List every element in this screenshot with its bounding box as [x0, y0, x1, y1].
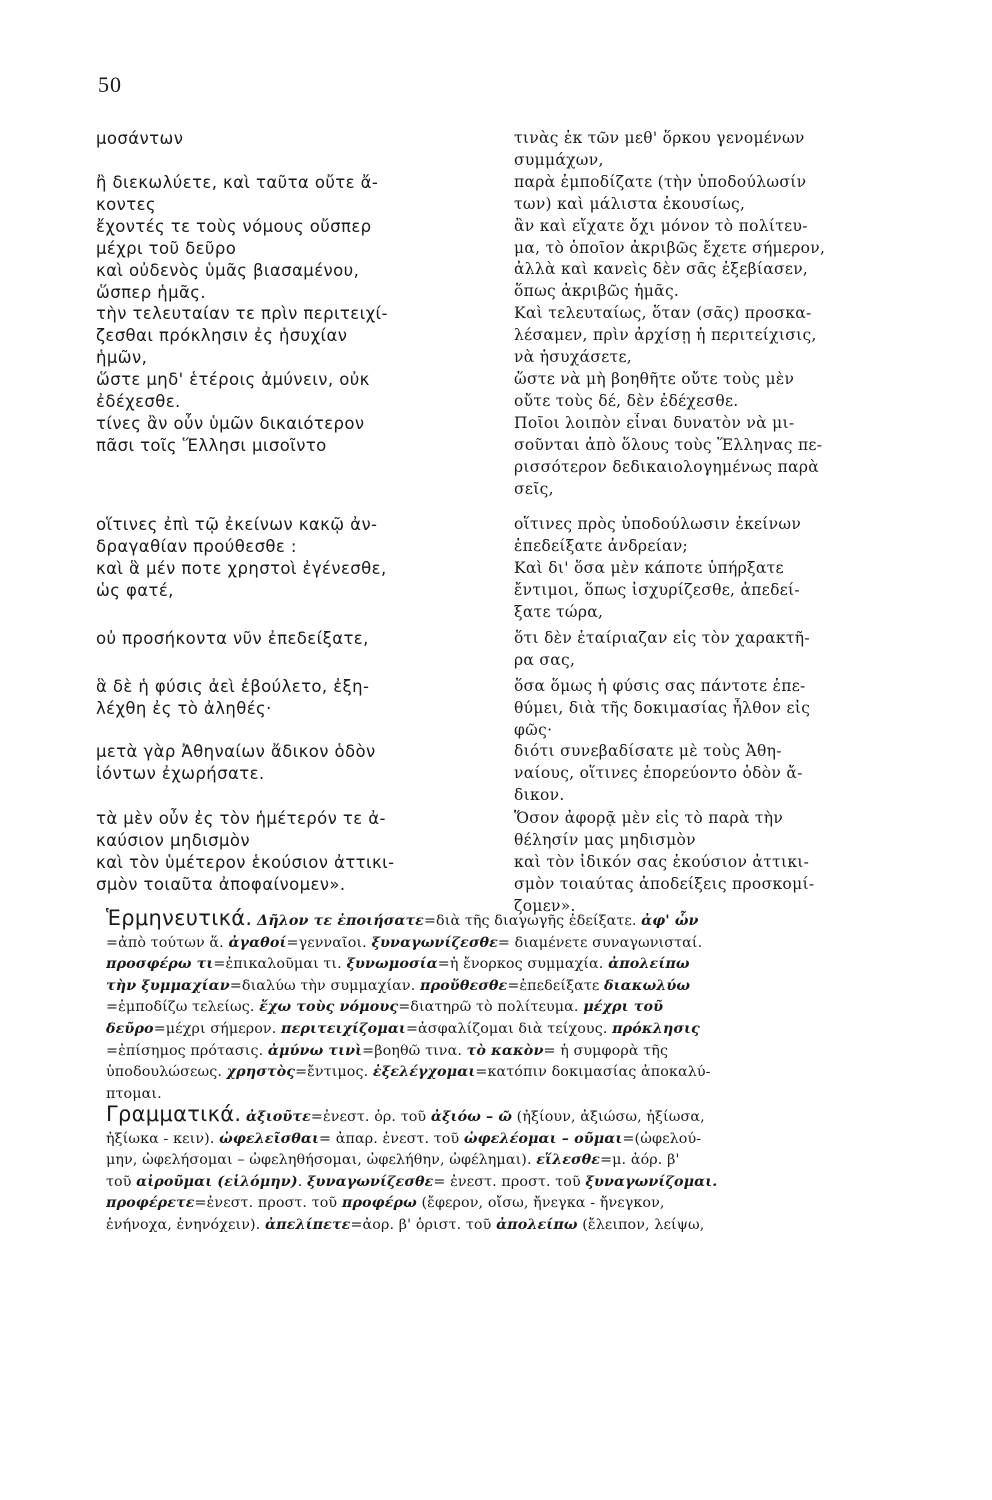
gloss-text: ἠξίωκα - κειν). — [106, 1130, 220, 1147]
text-line: παρὰ ἐμποδίζατε (τὴν ὑποδούλωσίν — [514, 172, 807, 191]
page-number: 50 — [98, 72, 122, 97]
text-line: ἂν καὶ εἴχατε ὄχι μόνον τὸ πολίτευ- — [514, 216, 808, 235]
glossary-term: ἀφ' ὧν — [641, 913, 699, 929]
glossary-term: ἀμύνω τινὶ — [267, 1042, 363, 1059]
text-block — [96, 741, 498, 785]
glossary-term: ἐξελέγχομαι — [372, 1064, 476, 1081]
text-line: καύσιον μηδισμὸν — [96, 830, 251, 850]
gloss-text: τοῦ — [106, 1173, 137, 1190]
text-block — [514, 128, 920, 500]
text-line: θύμει, διὰ τῆς δοκιμασίας ἦλθον εἰς — [514, 698, 811, 717]
gloss-text: =ἐπικαλοῦμαι τι. — [213, 956, 347, 973]
text-line: καὶ ἃ μέν ποτε χρηστοὶ ἐγένεσθε, — [96, 558, 387, 578]
text-line: ἰόντων ἐχωρήσατε. — [96, 763, 265, 783]
note-line — [106, 997, 926, 1019]
text-line: τὴν τελευταίαν τε πρὶν περιτειχί- — [96, 304, 388, 324]
text-line: ἡμῶν, — [96, 348, 148, 368]
gloss-text: (ἔφερον, οἴσω, ἤνεγκα - ἤνεγκον, — [416, 1195, 665, 1212]
gloss-text: =ἐνεστ. ὁρ. τοῦ — [310, 1109, 431, 1125]
text-line: τὰ μὲν οὖν ἐς τὸν ἡμέτερόν τε ἀ- — [96, 809, 386, 828]
note-line — [106, 1150, 926, 1172]
text-line: κοντες — [96, 194, 156, 214]
gloss-text: =ἡ ἔνορκος συμμαχία. — [437, 956, 609, 973]
text-line: ζεσθαι πρόκλησιν ἐς ἡσυχίαν — [96, 326, 348, 346]
gloss-text: ἐνήνοχα, ἐνηνόχειν). — [106, 1216, 265, 1233]
gloss-text: ὑποδουλώσεως. — [106, 1064, 227, 1081]
text-line: οὐ προσήκοντα νῦν ἐπεδείξατε, — [96, 629, 369, 648]
text-line: νὰ ἡσυχάσετε, — [514, 348, 633, 367]
text-line: καὶ τὸν ἰδικόν σας ἑκούσιον ἀττικι- — [514, 852, 810, 871]
text-line: λέσαμεν, πρὶν ἀρχίσῃ ἡ περιτείχισις, — [514, 326, 817, 345]
text-line: σοῦνται ἀπὸ ὅλους τοὺς Ἕλληνας πε- — [514, 435, 823, 454]
glossary-term: διακωλύω — [604, 977, 691, 994]
text-block — [96, 514, 498, 602]
gloss-text: = ἐνεστ. προστ. τοῦ — [433, 1173, 586, 1190]
text-line: σμὸν τοιαύτας ἀποδείξεις προσκομί- — [514, 874, 815, 893]
glossary-term: χρηστὸς — [226, 1064, 296, 1081]
note-line — [106, 908, 926, 933]
gloss-text: =ἀσφαλίζομαι διὰ τείχους. — [405, 1020, 613, 1037]
note-line — [106, 1104, 926, 1129]
text-line: ἔχοντές τε τοὺς νόμους οὔσπερ — [96, 216, 372, 236]
glossary-term: προσφέρω τι — [106, 956, 214, 973]
note-line — [106, 1062, 926, 1084]
gloss-text: =ἐνεστ. προστ. τοῦ — [194, 1195, 342, 1212]
glossary-term: ἀγαθοί — [228, 934, 287, 951]
text-line: καὶ τὸν ὑμέτερον ἑκούσιον ἀττικι- — [96, 852, 395, 872]
glossary-term: προφέρετε — [106, 1195, 195, 1212]
glossary-term: δεῦρο — [106, 1020, 154, 1037]
glossary-term: ὠφελέομαι – οῦμαι — [463, 1130, 623, 1147]
gloss-text: =διὰ τῆς διαγωγῆς ἐδείξατε. — [423, 913, 642, 929]
glossary-term: ἀπολείπω — [496, 1216, 578, 1233]
text-line: οἵτινες πρὸς ὑποδούλωσιν ἐκείνων — [514, 515, 802, 533]
glossary-term: ἀξιόω – ῶ — [430, 1109, 513, 1125]
text-line: μετὰ γὰρ Ἀθηναίων ἄδικον ὁδὸν — [96, 742, 376, 761]
glossary-term: μέχρι τοῦ — [583, 999, 664, 1016]
gloss-text: =διαλύω τὴν συμμαχίαν. — [229, 977, 420, 994]
text-block — [514, 628, 920, 672]
text-line: Ὅσον ἀφορᾷ μὲν εἰς τὸ παρὰ τὴν — [514, 809, 784, 827]
note-line — [106, 1019, 926, 1041]
text-line: μα, τὸ ὁποῖον ἀκριβῶς ἔχετε σήμερον, — [514, 238, 826, 257]
text-block — [96, 128, 498, 150]
glossary-term: ξυναγωνίζομαι. — [585, 1173, 718, 1190]
glossary-term: εἵλεσθε — [536, 1152, 601, 1169]
glossary-term: προὔθεσθε — [420, 977, 508, 994]
text-line: ναίους, οἵτινες ἐπορεύοντο ὁδὸν ἄ- — [514, 763, 803, 782]
text-line: ἐπεδείξατε ἀνδρείαν; — [514, 536, 689, 555]
note-line — [106, 1193, 926, 1215]
gloss-text: = ἀπαρ. ἐνεστ. τοῦ — [319, 1130, 464, 1147]
glossary-term: ἀξιοῦτε — [246, 1109, 311, 1125]
text-line: Ποῖοι λοιπὸν εἶναι δυνατὸν νὰ μι- — [514, 413, 795, 432]
gloss-text: =γενναῖοι. — [286, 934, 372, 951]
text-line: λέχθη ἐς τὸ ἀληθές· — [96, 698, 272, 718]
text-line: διότι συνεβαδίσατε μὲ τοὺς Ἀθη- — [514, 742, 782, 760]
text-block — [514, 808, 920, 918]
text-block — [96, 628, 498, 650]
text-block — [96, 808, 498, 896]
text-line: πᾶσι τοῖς Ἕλλησι μισοῖντο — [96, 435, 327, 455]
text-line: ζομεν». — [514, 896, 576, 915]
gloss-text: (ἔλειπον, λείψω, — [577, 1216, 705, 1233]
glossary-term: περιτειχίζομαι — [281, 1020, 406, 1037]
glossary-term: ξυνωμοσία — [346, 956, 438, 973]
text-line: τινὰς ἐκ τῶν μεθ' ὅρκου γενομένων — [514, 129, 805, 147]
glossary-term: ἔχω τοὺς νόμους — [259, 999, 399, 1016]
gloss-text: =μ. ἀόρ. β' — [600, 1152, 680, 1169]
gloss-text: =ἀπὸ τούτων ἅ. — [106, 934, 229, 951]
grammatika-heading: Γραμματικά. — [106, 1104, 242, 1126]
glossary-term: τὸ κακὸν — [466, 1042, 544, 1059]
text-line: μέχρι τοῦ δεῦρο — [96, 238, 237, 258]
text-line: οἵτινες ἐπὶ τῷ ἐκείνων κακῷ ἀν- — [96, 515, 378, 534]
note-line — [106, 1084, 926, 1106]
gloss-text: =ἔντιμος. — [295, 1064, 373, 1081]
grammatika-notes — [106, 1104, 926, 1237]
text-line: ὅσα ὅμως ἡ φύσις σας πάντοτε ἐπε- — [514, 677, 806, 695]
text-line: φῶς· — [514, 720, 553, 739]
note-line — [106, 1215, 926, 1237]
gloss-text: =ἐπίσημος πρότασις. — [106, 1042, 268, 1059]
text-line: ὅπως ἀκριβῶς ἡμᾶς. — [514, 282, 680, 301]
gloss-text: . — [297, 1173, 307, 1190]
text-line: Καὶ δι' ὅσα μὲν κάποτε ὑπήρξατε — [514, 558, 784, 577]
gloss-text: =κατόπιν δοκιμασίας ἀποκαλύ- — [475, 1064, 711, 1081]
text-block — [514, 741, 920, 807]
gloss-text: =διατηρῶ τὸ πολίτευμα. — [398, 999, 584, 1016]
text-line: ἃ δὲ ἡ φύσις ἀεὶ ἐβούλετο, ἐξη- — [96, 677, 370, 696]
text-line: ὥστε μηδ' ἑτέροις ἀμύνειν, οὐκ — [96, 370, 370, 390]
gloss-text: πτομαι. — [106, 1085, 162, 1102]
gloss-text: =ἐπεδείξατε — [507, 977, 604, 994]
glossary-term: Δῆλον τε ἐποιήσατε — [257, 913, 424, 929]
text-line: συμμάχων, — [514, 150, 604, 169]
text-block — [514, 676, 920, 742]
text-line: ἐδέχεσθε. — [96, 392, 181, 412]
text-line: σεῖς, — [514, 479, 554, 498]
text-line: μοσάντων — [96, 129, 184, 148]
note-line — [106, 976, 926, 998]
gloss-text: μην, ὠφελήσομαι – ὠφεληθήσομαι, ὠφελήθην, ὠφέλημαι). — [106, 1152, 537, 1169]
note-line — [106, 1129, 926, 1151]
note-line — [106, 933, 926, 955]
gloss-text: =βοηθῶ τινα. — [362, 1042, 467, 1059]
text-block — [96, 676, 498, 720]
text-line: των) καὶ μάλιστα ἑκουσίως, — [514, 194, 746, 213]
note-line — [106, 1041, 926, 1063]
text-line: ρα σας, — [514, 650, 576, 669]
text-line: καὶ οὐδενὸς ὑμᾶς βιασαμένου, — [96, 260, 360, 280]
gloss-text: = διαμένετε συναγωνισταί. — [497, 934, 703, 951]
gloss-text: =μέχρι σήμερον. — [153, 1020, 282, 1037]
text-line: ὥστε νὰ μὴ βοηθῆτε οὔτε τοὺς μὲν — [514, 369, 795, 388]
gloss-text: (ἠξίουν, ἀξιώσω, ἠξίωσα, — [512, 1109, 705, 1125]
glossary-term: ἀπολείπω — [608, 956, 690, 973]
hermeneutika-heading: Ἑρμηνευτικά. — [106, 908, 253, 930]
hermeneutika-notes — [106, 908, 926, 1105]
text-line: ἔντιμοι, ὅπως ἰσχυρίζεσθε, ἀπεδεί- — [514, 580, 800, 599]
glossary-term: πρόκλησις — [612, 1020, 700, 1037]
gloss-text: = ἡ συμφορὰ τῆς — [543, 1042, 669, 1059]
glossary-term: ἀπελίπετε — [265, 1216, 351, 1233]
text-line: Καὶ τελευταίως, ὅταν (σᾶς) προσκα- — [514, 304, 812, 323]
text-line: ὡς φατέ, — [96, 580, 174, 600]
text-line: ἢ διεκωλύετε, καὶ ταῦτα οὔτε ἄ- — [96, 173, 379, 192]
text-line: δικον. — [514, 785, 565, 804]
text-line: σμὸν τοιαῦτα ἀποφαίνομεν». — [96, 874, 346, 894]
text-block — [514, 514, 920, 624]
note-line — [106, 954, 926, 976]
text-line: δραγαθίαν προύθεσθε : — [96, 536, 297, 556]
gloss-text: =ἐμποδίζω τελείως. — [106, 999, 260, 1016]
glossary-term: ξυναγωνίζεσθε — [371, 934, 498, 951]
gloss-text: =(ὠφελού- — [622, 1130, 702, 1147]
glossary-term: τὴν ξυμμαχίαν — [106, 977, 230, 994]
text-line: ξατε τώρα, — [514, 602, 604, 621]
text-line: ἀλλὰ καὶ κανεὶς δὲν σᾶς ἐξεβίασεν, — [514, 260, 809, 279]
text-line: ρισσότερον δεδικαιολογημένως παρὰ — [514, 457, 820, 476]
text-line: ὅτι δὲν ἐταίριαζαν εἰς τὸν χαρακτῆ- — [514, 629, 810, 647]
text-block — [96, 172, 498, 457]
glossary-term: ὠφελεῖσθαι — [219, 1130, 319, 1147]
text-line: ὥσπερ ἡμᾶς. — [96, 282, 207, 302]
glossary-term: προφέρω — [341, 1195, 417, 1212]
glossary-term: αἱροῦμαι (εἱλόμην) — [136, 1173, 298, 1190]
text-line: τίνες ἂν οὖν ὑμῶν δικαιότερον — [96, 413, 365, 433]
text-line: οὔτε τοὺς δέ, δὲν ἐδέχεσθε. — [514, 391, 739, 410]
note-line — [106, 1172, 926, 1194]
text-line: θέλησίν μας μηδισμὸν — [514, 830, 696, 849]
gloss-text: =ἀορ. β' ὁριστ. τοῦ — [350, 1216, 497, 1233]
glossary-term: ξυναγωνίζεσθε — [306, 1173, 434, 1190]
